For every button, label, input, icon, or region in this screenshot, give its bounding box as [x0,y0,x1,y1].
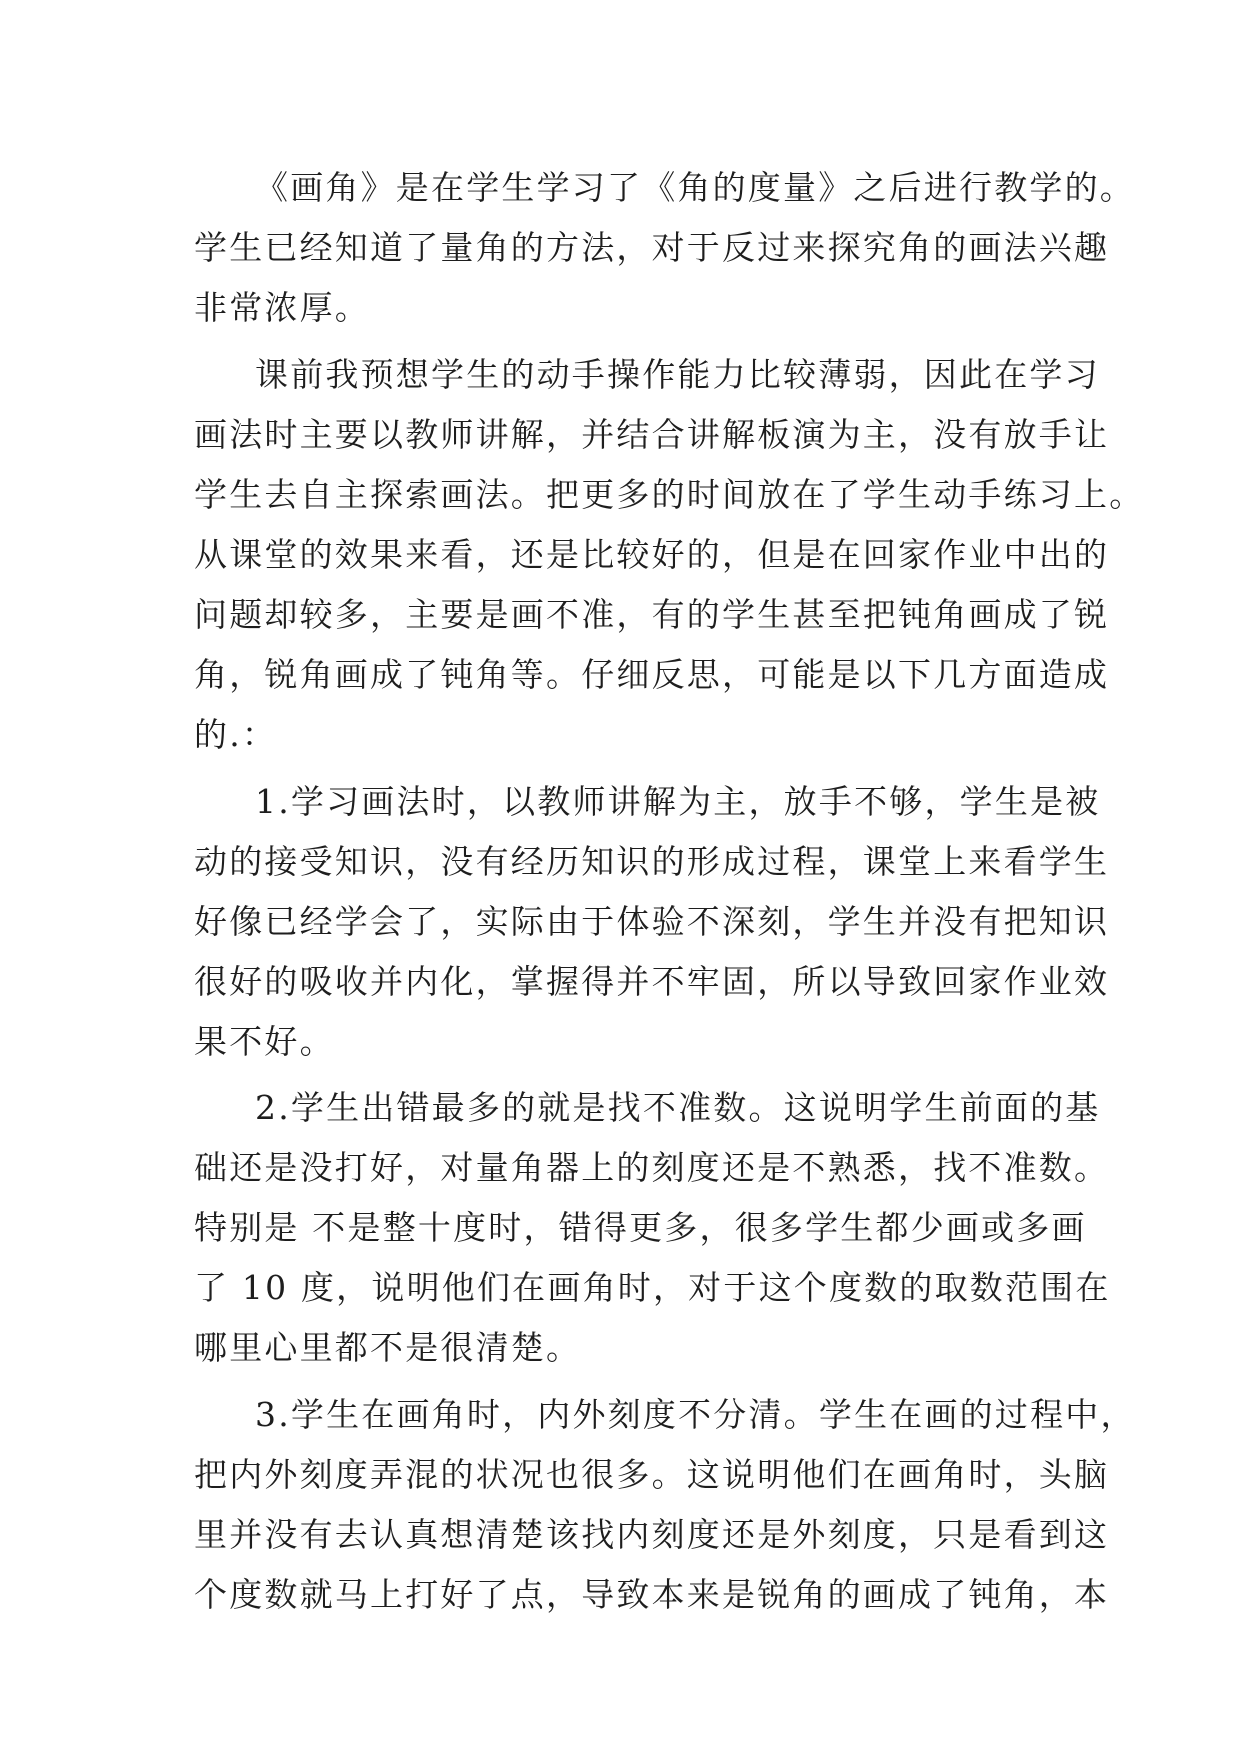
text-line: 哪里心里都不是很清楚。 [194,1328,582,1367]
text-line: 《画角》是在学生学习了《角的度量》之后进行教学的。 [255,168,1135,207]
text-line: 从课堂的效果来看，还是比较好的，但是在回家作业中出的 [194,535,1110,574]
text-line: 学生已经知道了量角的方法，对于反过来探究角的画法兴趣 [194,228,1110,267]
text-line: 学生去自主探索画法。把更多的时间放在了学生动手练习上。 [194,475,1145,514]
text-line: 果不好。 [194,1022,335,1061]
text-line: 非常浓厚。 [194,288,370,327]
text-line: 动的接受知识，没有经历知识的形成过程，课堂上来看学生 [194,842,1110,881]
text-line: 1.学习画法时，以教师讲解为主，放手不够，学生是被 [255,782,1101,821]
text-line: 础还是没打好，对量角器上的刻度还是不熟悉，找不准数。 [194,1148,1110,1187]
text-line: 问题却较多，主要是画不准，有的学生甚至把钝角画成了锐 [194,595,1110,634]
text-line: 个度数就马上打好了点，导致本来是锐角的画成了钝角，本 [194,1575,1110,1614]
text-line: 2.学生出错最多的就是找不准数。这说明学生前面的基 [255,1088,1101,1127]
text-line: 很好的吸收并内化，掌握得并不牢固，所以导致回家作业效 [194,962,1110,1001]
text-line: 的.： [194,715,278,754]
text-line: 把内外刻度弄混的状况也很多。这说明他们在画角时，头脑 [194,1455,1110,1494]
text-line: 3.学生在画角时，内外刻度不分清。学生在画的过程中， [255,1395,1136,1434]
text-line: 角，锐角画成了钝角等。仔细反思，可能是以下几方面造成 [194,655,1110,694]
text-line: 了 10 度，说明他们在画角时，对于这个度数的取数范围在 [194,1268,1111,1307]
text-line: 课前我预想学生的动手操作能力比较薄弱，因此在学习 [255,355,1100,394]
text-line: 好像已经学会了，实际由于体验不深刻，学生并没有把知识 [194,902,1110,941]
text-line: 画法时主要以教师讲解，并结合讲解板演为主，没有放手让 [194,415,1110,454]
text-line: 特别是 不是整十度时，错得更多，很多学生都少画或多画 [194,1208,1087,1247]
text-line: 里并没有去认真想清楚该找内刻度还是外刻度，只是看到这 [194,1515,1110,1554]
